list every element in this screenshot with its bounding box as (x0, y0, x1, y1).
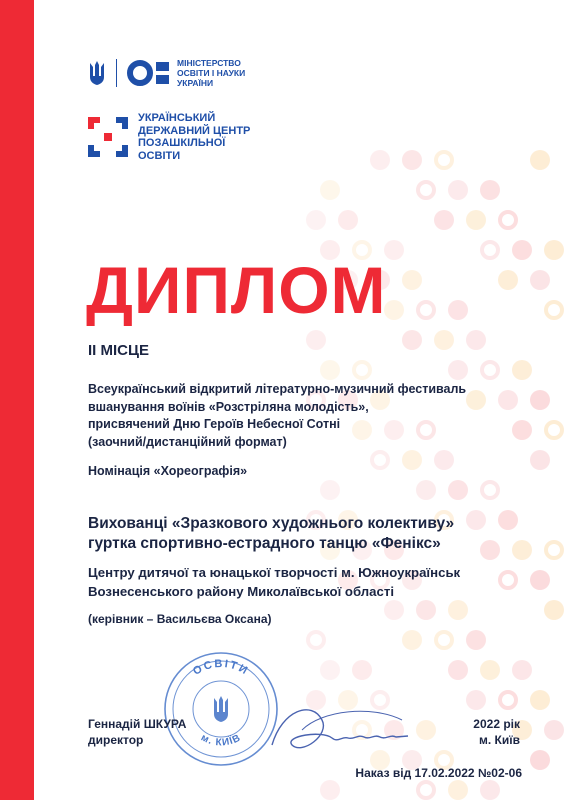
pattern-dot (530, 690, 550, 710)
pattern-dot (416, 480, 436, 500)
pattern-dot (402, 630, 422, 650)
pattern-dot (498, 510, 518, 530)
pattern-dot (530, 570, 550, 590)
pattern-dot (402, 450, 422, 470)
pattern-dot (544, 240, 564, 260)
ministry-emblem-icon (127, 59, 171, 87)
pattern-dot (544, 300, 564, 320)
pattern-dot (512, 540, 532, 560)
pattern-dot (352, 360, 372, 380)
pattern-dot (480, 660, 500, 680)
red-side-band (0, 0, 34, 800)
center-name (138, 112, 250, 162)
pattern-dot (306, 210, 326, 230)
festival-line: (заочний/дистанційний формат) (88, 434, 287, 449)
pattern-dot (402, 330, 422, 350)
diploma-title: ДИПЛОМ (86, 253, 387, 327)
pattern-dot (306, 630, 326, 650)
seal-top-text: ОСВІТИ (191, 657, 251, 678)
pattern-dot (512, 420, 532, 440)
pattern-dot (434, 330, 454, 350)
pattern-dot (370, 450, 390, 470)
pattern-dot (448, 360, 468, 380)
pattern-dot (434, 630, 454, 650)
svg-text:м. КИЇВ (199, 732, 243, 748)
signer-role: директор (88, 733, 144, 747)
signer-block (88, 716, 186, 748)
pattern-dot (480, 540, 500, 560)
pattern-dot (530, 750, 550, 770)
pattern-dot (448, 180, 468, 200)
seal-bottom-text: м. КИЇВ (199, 732, 243, 749)
pattern-dot (466, 690, 486, 710)
ministry-name (177, 58, 245, 88)
pattern-dot (498, 570, 518, 590)
leader: (керівник – Васильєва Оксана) (88, 612, 272, 626)
pattern-dot (338, 210, 358, 230)
center-emblem-icon (86, 115, 130, 159)
date-block (473, 716, 520, 748)
institution (88, 563, 460, 601)
order-reference: Наказ від 17.02.2022 №02-06 (355, 766, 522, 780)
pattern-dot (498, 690, 518, 710)
pattern-dot (466, 330, 486, 350)
pattern-dot (402, 150, 422, 170)
pattern-dot (512, 360, 532, 380)
pattern-dot (448, 660, 468, 680)
pattern-dot (448, 480, 468, 500)
place-heading: ІІ МІСЦЕ (88, 342, 149, 359)
pattern-dot (416, 180, 436, 200)
winners (88, 514, 454, 554)
pattern-dot (512, 240, 532, 260)
pattern-dot (466, 210, 486, 230)
ministry-line: МІНІСТЕРСТВО (177, 58, 241, 68)
center-line: ДЕРЖАВНИЙ ЦЕНТР (138, 124, 251, 137)
pattern-dot (402, 270, 422, 290)
city: м. Київ (479, 733, 520, 747)
pattern-dot (434, 210, 454, 230)
pattern-dot (416, 600, 436, 620)
ministry-line: ОСВІТИ І НАУКИ (177, 68, 246, 78)
pattern-dot (416, 720, 436, 740)
pattern-dot (466, 630, 486, 650)
pattern-dot (320, 780, 340, 800)
pattern-dot (448, 300, 468, 320)
pattern-dot (498, 270, 518, 290)
pattern-dot (448, 780, 468, 800)
pattern-dot (544, 540, 564, 560)
year: 2022 рік (473, 717, 520, 731)
pattern-dot (384, 240, 404, 260)
ministry-line: УКРАЇНИ (177, 78, 214, 88)
institution-line: Центру дитячої та юнацької творчості м. Южноукраїнськ (88, 565, 461, 580)
pattern-dot (416, 300, 436, 320)
nomination: Номінація «Хореографія» (88, 464, 248, 478)
festival-line: присвячений Дню Героїв Небесної Сотні (88, 417, 341, 431)
pattern-dot (384, 600, 404, 620)
festival-description (88, 381, 508, 451)
pattern-dot (544, 420, 564, 440)
pattern-dot (498, 210, 518, 230)
pattern-dot (544, 600, 564, 620)
winners-line: Вихованці «Зразкового художнього колективу» (88, 515, 455, 532)
pattern-dot (320, 480, 340, 500)
center-line: ОСВІТИ (138, 149, 181, 162)
signer-name: Геннадій ШКУРА (88, 717, 187, 731)
pattern-dot (448, 600, 468, 620)
pattern-dot (544, 720, 564, 740)
pattern-dot (466, 510, 486, 530)
signature (262, 700, 412, 770)
pattern-dot (480, 180, 500, 200)
pattern-dot (352, 660, 372, 680)
pattern-dot (434, 150, 454, 170)
pattern-dot (480, 240, 500, 260)
trident-icon (88, 59, 106, 87)
pattern-dot (320, 660, 340, 680)
pattern-dot (434, 450, 454, 470)
center-logo (86, 112, 250, 162)
pattern-dot (320, 360, 340, 380)
pattern-dot (530, 150, 550, 170)
pattern-dot (530, 390, 550, 410)
logo-divider (116, 59, 117, 87)
pattern-dot (480, 480, 500, 500)
pattern-dot (384, 300, 404, 320)
festival-line: вшанування воїнів «Розстріляна молодість», (88, 399, 369, 414)
festival-line: Всеукраїнський відкритий літературно-музичний фестиваль (88, 382, 467, 396)
ministry-logo (88, 58, 245, 88)
pattern-dot (416, 780, 436, 800)
pattern-dot (512, 660, 532, 680)
svg-text:ОСВІТИ (191, 658, 251, 678)
center-line: ПОЗАШКІЛЬНОЇ (138, 137, 226, 149)
pattern-dot (530, 270, 550, 290)
pattern-dot (306, 330, 326, 350)
center-line: УКРАЇНСЬКИЙ (138, 112, 216, 124)
pattern-dot (320, 180, 340, 200)
institution-line: Вознесенського району Миколаївської області (88, 584, 394, 599)
pattern-dot (530, 450, 550, 470)
pattern-dot (480, 360, 500, 380)
pattern-dot (370, 150, 390, 170)
pattern-dot (480, 780, 500, 800)
winners-line: гуртка спортивно-естрадного танцю «Фенікс» (88, 535, 441, 552)
